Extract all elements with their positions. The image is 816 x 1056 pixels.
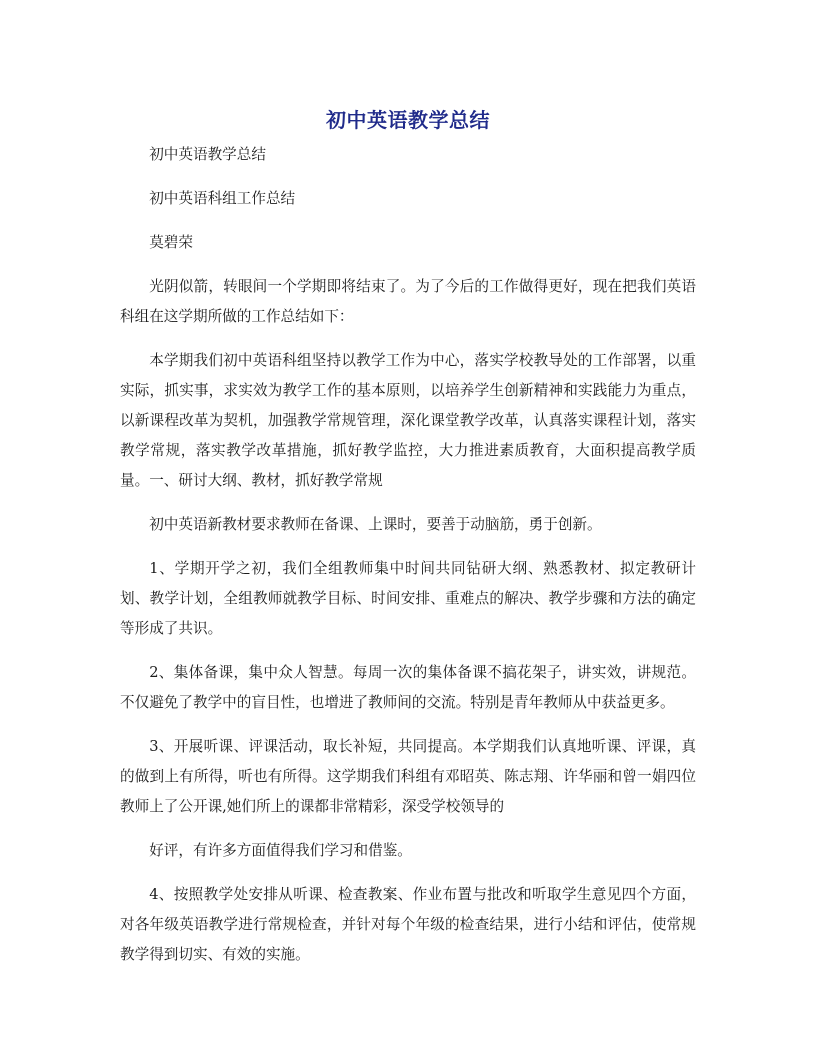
paragraph-overview: 本学期我们初中英语科组坚持以教学工作为中心，落实学校教导处的工作部署，以重实际，抓实事，求实效为教学工作的基本原则，以培养学生创新精神和实践能力为重点，以新课程改革为契机，加强教学常规管理，深化课堂教学改革，认真落实课程计划，落实教学常规，落实教学改革措施，抓好教学监控，大力推进素质教育，大面积提高教学质量。一、研讨大纲、教材，抓好教学常规 bbox=[120, 352, 696, 489]
paragraph-item-1: 1、学期开学之初，我们全组教师集中时间共同钻研大纲、熟悉教材、拟定教研计划、教学计划，全组教师就教学目标、时间安排、重难点的解决、教学步骤和方法的确定等形成了共识。 bbox=[120, 560, 696, 637]
paragraph-item-4: 4、按照教学处安排从听课、检查教案、作业布置与批改和听取学生意见四个方面，对各年级英语教学进行常规检查，并针对每个年级的检查结果，进行小结和评估，使常规教学得到切实、有效的实施。 bbox=[120, 886, 696, 963]
paragraph-item-2: 2、集体备课，集中众人智慧。每周一次的集体备课不搞花架子，讲实效，讲规范。不仅避免了教学中的盲目性，也增进了教师间的交流。特别是青年教师从中获益更多。 bbox=[120, 664, 696, 711]
document-title: 初中英语教学总结 bbox=[326, 108, 490, 132]
paragraph-item-3: 3、开展听课、评课活动，取长补短，共同提高。本学期我们认真地听课、评课，真的做到上有所得，听也有所得。这学期我们科组有邓昭英、陈志翔、许华丽和曾一娟四位教师上了公开课,她们所上的课都非常精彩，深受学校领导的 bbox=[120, 738, 696, 815]
paragraph-item-3-continued: 好评，有许多方面值得我们学习和借鉴。 bbox=[149, 842, 412, 859]
paragraph-heading: 初中英语教学总结 bbox=[149, 146, 266, 163]
paragraph-subheading: 初中英语科组工作总结 bbox=[149, 190, 296, 207]
paragraph-intro: 光阴似箭，转眼间一个学期即将结束了。为了今后的工作做得更好，现在把我们英语科组在这学期所做的工作总结如下： bbox=[120, 278, 696, 325]
document-body bbox=[120, 140, 696, 984]
paragraph-requirement: 初中英语新教材要求教师在备课、上课时，要善于动脑筋，勇于创新。 bbox=[149, 516, 602, 533]
paragraph-author: 莫碧荣 bbox=[149, 234, 193, 251]
